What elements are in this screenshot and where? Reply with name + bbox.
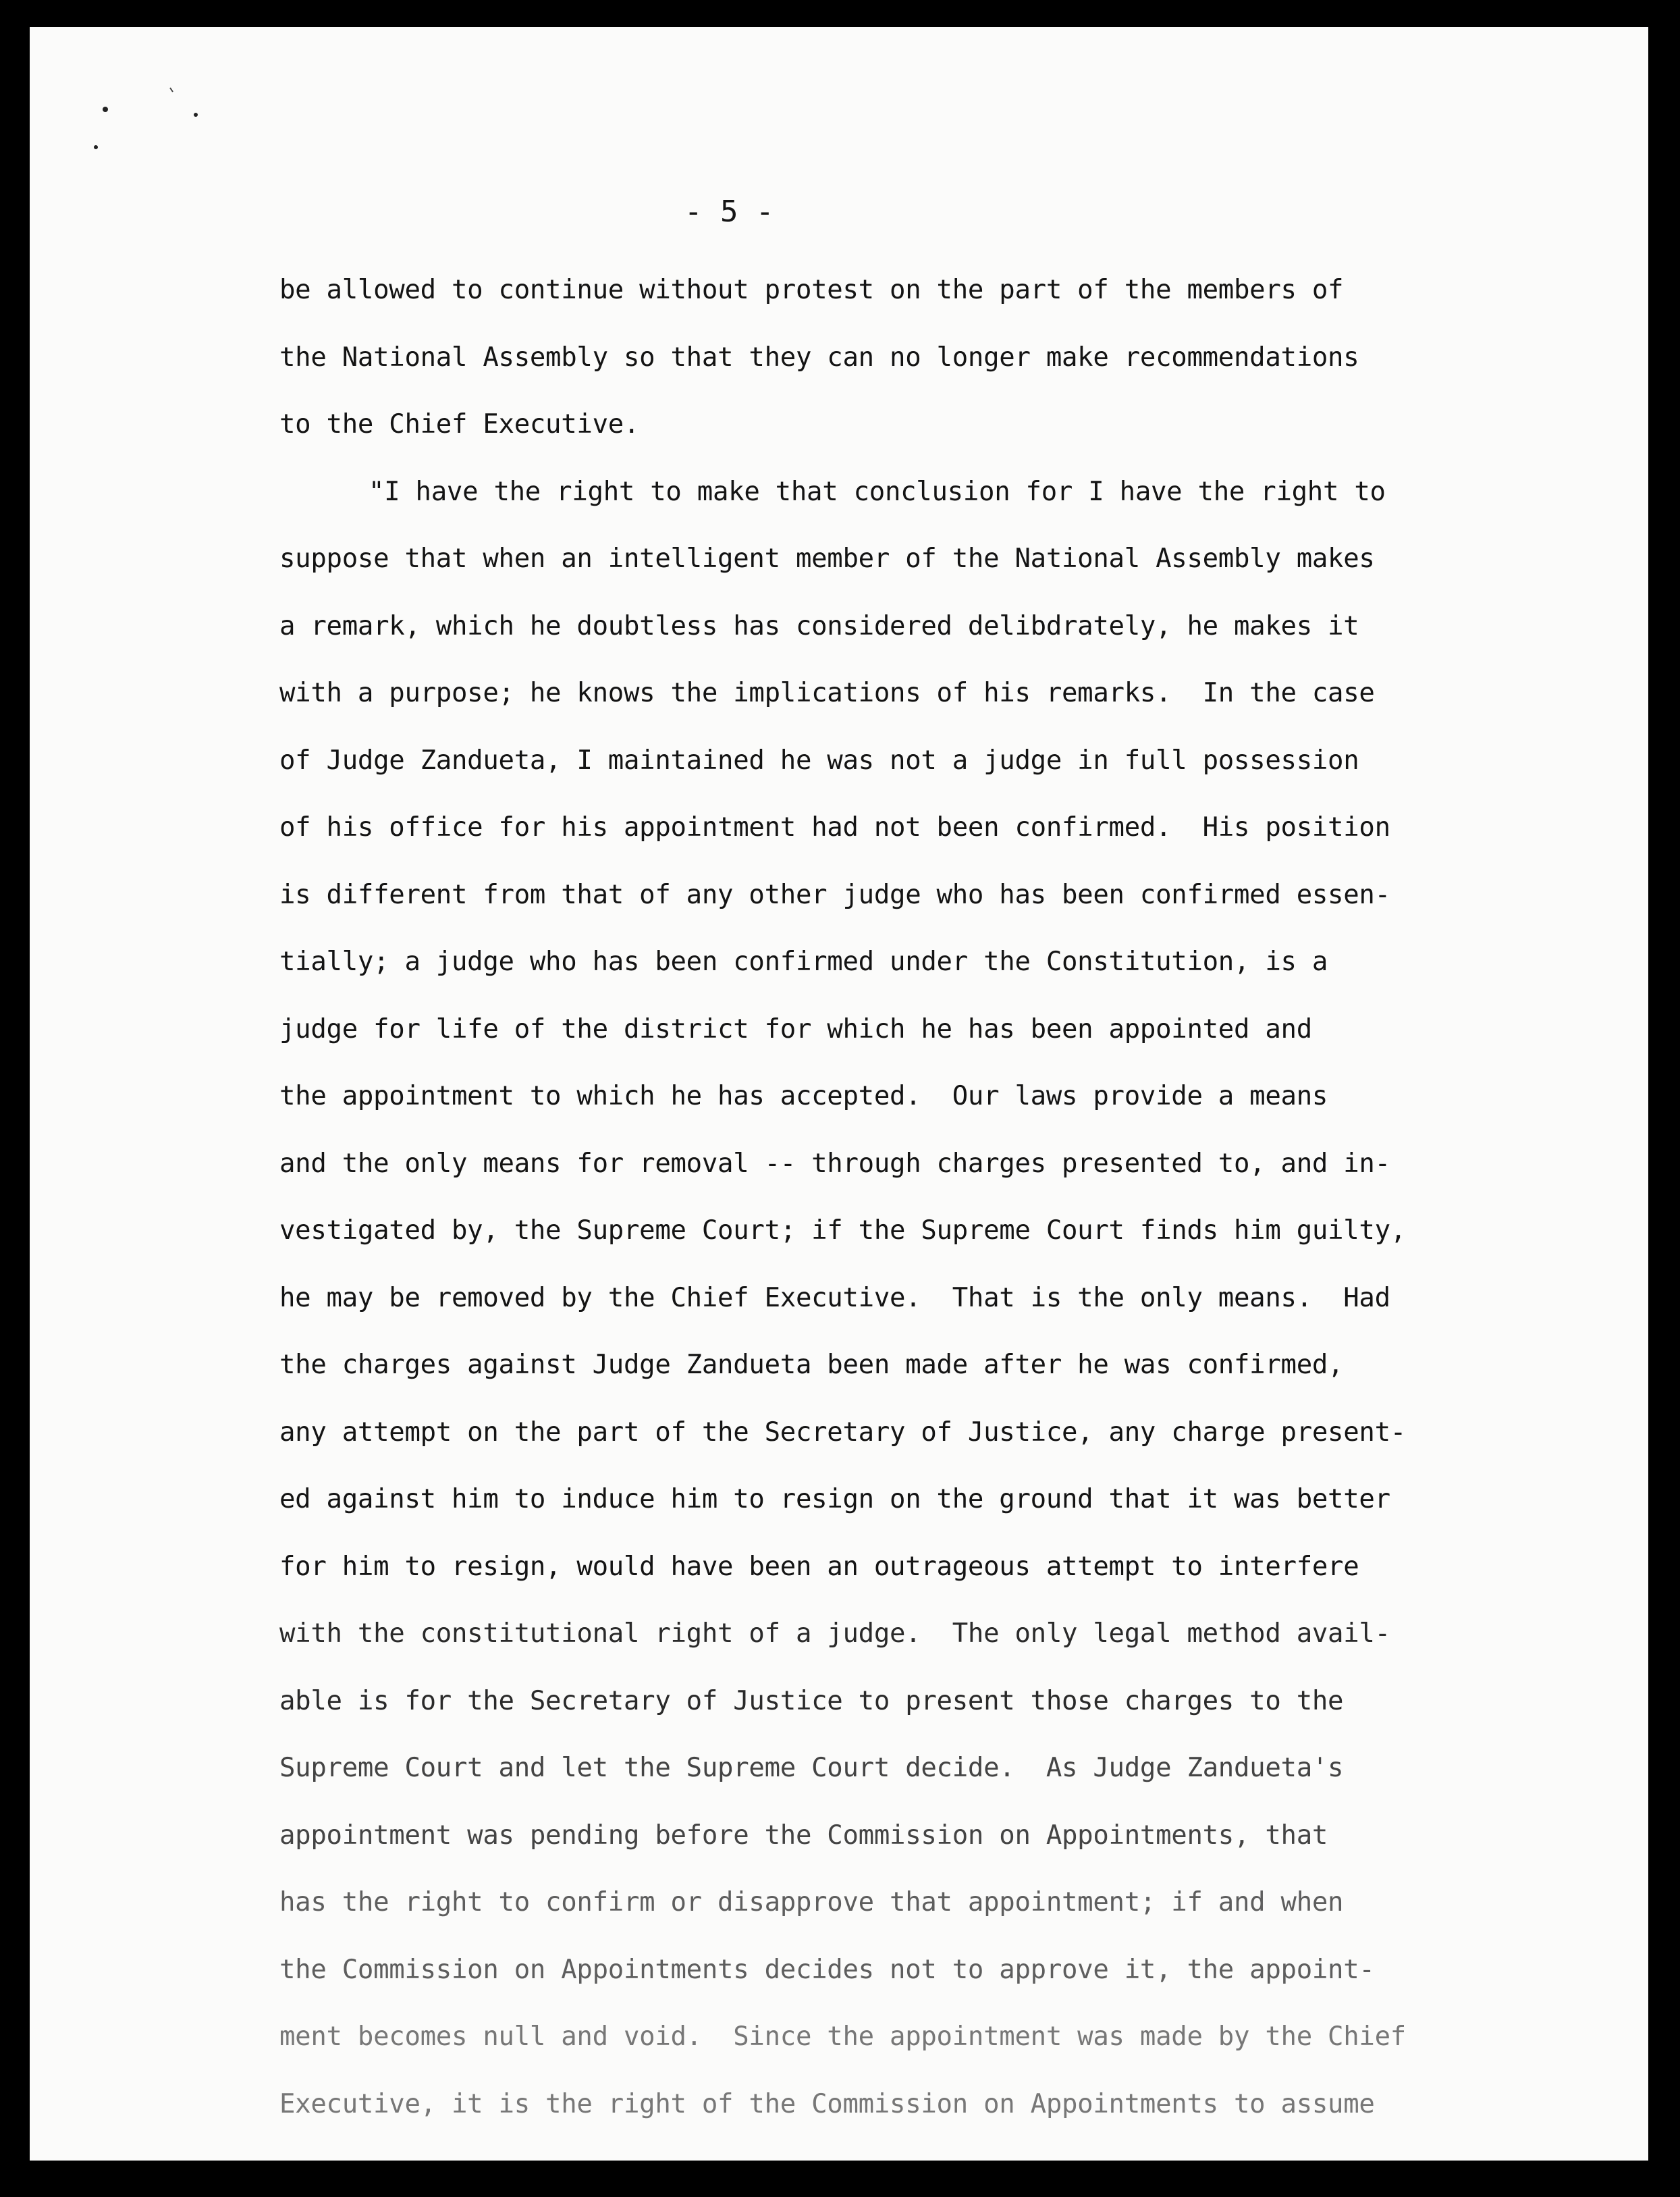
paragraph-start-line: "I have the right to make that conclusion for I have the right to [369, 476, 1386, 507]
text-line: is different from that of any other judge who has been confirmed essen- [279, 879, 1390, 910]
text-line: for him to resign, would have been an outrageous attempt to interfere [279, 1551, 1359, 1582]
text-line: ment becomes null and void. Since the appointment was made by the Chief [279, 2021, 1406, 2052]
text-line: appointment was pending before the Commission on Appointments, that [279, 1820, 1328, 1851]
text-line: be allowed to continue without protest on the part of the members of [279, 275, 1344, 305]
ink-speck [94, 145, 98, 149]
margin-specks [30, 27, 300, 203]
text-line: he may be removed by the Chief Executive. That is the only means. Had [279, 1282, 1390, 1313]
text-line: with the constitutional right of a judge. The only legal method avail- [279, 1618, 1390, 1649]
text-line: to the Chief Executive. [279, 409, 640, 440]
page-number: - 5 - [684, 194, 774, 229]
text-line: the National Assembly so that they can no longer make recommendations [279, 342, 1359, 373]
text-line: any attempt on the part of the Secretary of Justice, any charge present- [279, 1417, 1406, 1448]
text-line: with a purpose; he knows the implications of his remarks. In the case [279, 678, 1375, 708]
document-page [30, 27, 1648, 2161]
text-line: of Judge Zandueta, I maintained he was not a judge in full possession [279, 745, 1359, 776]
text-line: suppose that when an intelligent member of the National Assembly makes [279, 544, 1375, 574]
text-line: Supreme Court and let the Supreme Court decide. As Judge Zandueta's [279, 1753, 1344, 1783]
text-line: the Commission on Appointments decides not to approve it, the appoint- [279, 1954, 1375, 1985]
text-line: has the right to confirm or disapprove that appointment; if and when [279, 1887, 1344, 1917]
text-line: of his office for his appointment had not been confirmed. His position [279, 812, 1390, 843]
text-line: the charges against Judge Zandueta been made after he was confirmed, [279, 1350, 1344, 1380]
text-line: tially; a judge who has been confirmed under the Constitution, is a [279, 947, 1328, 977]
text-line: Executive, it is the right of the Commission on Appointments to assume [279, 2088, 1375, 2119]
text-line: the appointment to which he has accepted. Our laws provide a means [279, 1081, 1328, 1111]
ink-mark [170, 88, 173, 92]
text-line: ed against him to induce him to resign on the ground that it was better [279, 1484, 1390, 1514]
body-text [279, 257, 1562, 2138]
text-line: vestigated by, the Supreme Court; if the Supreme Court finds him guilty, [279, 1215, 1406, 1246]
ink-speck [103, 107, 108, 112]
text-line: a remark, which he doubtless has considered delibdrately, he makes it [279, 610, 1359, 641]
ink-speck [194, 113, 198, 117]
text-line: able is for the Secretary of Justice to present those charges to the [279, 1685, 1344, 1716]
text-line: and the only means for removal -- through charges presented to, and in- [279, 1148, 1390, 1179]
text-line: judge for life of the district for which he has been appointed and [279, 1013, 1312, 1044]
